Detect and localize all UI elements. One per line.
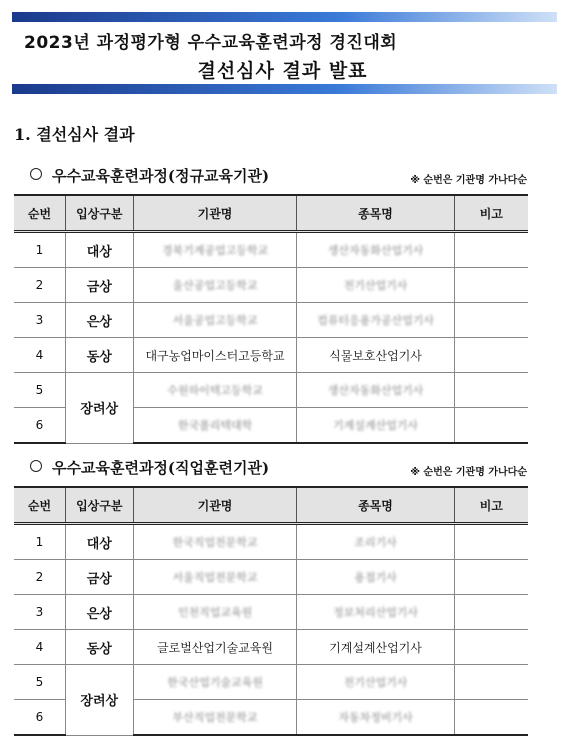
sort-note: ※ 순번은 기관명 가나다순 [410,467,527,478]
cell-no: 2 [14,268,65,303]
table-row [14,338,528,373]
header-institution: 기관명 [133,195,297,232]
cell-course: 용접기사 [297,560,454,595]
section-title: 1. 결선심사 결과 [14,125,135,144]
subsection-label: 우수교육훈련과정(정규교육기관) [52,167,270,185]
table-row [14,303,528,338]
cell-institution: 글로벌산업기술교육원 [133,630,297,665]
header-no: 순번 [14,195,65,232]
table-row [14,232,528,268]
cell-remark [454,560,528,595]
cell-no: 4 [14,338,65,373]
cell-institution: 부산직업전문학교 [133,700,297,736]
table-row [14,630,528,665]
sort-note: ※ 순번은 기관명 가나다순 [410,175,527,186]
cell-institution: 한국폴리텍대학 [133,408,297,444]
table-header-row [14,195,528,232]
cell-no: 1 [14,524,65,560]
cell-course: 생산자동화산업기사 [297,373,454,408]
circle-bullet-icon [30,460,42,472]
cell-course: 식물보호산업기사 [297,338,454,373]
cell-course: 자동차정비기사 [297,700,454,736]
subsection-label: 우수교육훈련과정(직업훈련기관) [52,459,270,477]
cell-institution: 울산공업고등학교 [133,268,297,303]
cell-institution: 경북기계공업고등학교 [133,232,297,268]
cell-institution: 인천직업교육원 [133,595,297,630]
cell-remark [454,303,528,338]
cell-remark [454,232,528,268]
table-row [14,373,528,408]
header-bottom-bar [12,84,557,94]
cell-award: 은상 [65,595,133,630]
cell-institution: 대구농업마이스터고등학교 [133,338,297,373]
cell-no: 4 [14,630,65,665]
cell-award: 장려상 [65,373,133,444]
cell-no: 6 [14,700,65,736]
circle-bullet-icon [30,168,42,180]
subsection-title-vocational [30,457,269,478]
cell-course: 기계설계산업기사 [297,630,454,665]
cell-no: 1 [14,232,65,268]
cell-remark [454,408,528,444]
results-table-vocational [14,486,528,736]
cell-remark [454,373,528,408]
cell-award: 동상 [65,338,133,373]
header-institution: 기관명 [133,487,297,524]
cell-course: 기계설계산업기사 [297,408,454,444]
cell-award: 동상 [65,630,133,665]
cell-no: 3 [14,303,65,338]
cell-no: 5 [14,665,65,700]
header-course: 종목명 [297,487,454,524]
cell-award: 대상 [65,524,133,560]
results-table-regular [14,194,528,444]
cell-institution: 한국산업기술교육원 [133,665,297,700]
cell-no: 5 [14,373,65,408]
header-award: 입상구분 [65,487,133,524]
cell-award: 금상 [65,268,133,303]
table-row [14,524,528,560]
cell-remark [454,524,528,560]
cell-institution: 한국직업전문학교 [133,524,297,560]
cell-course: 전기산업기사 [297,268,454,303]
cell-award: 금상 [65,560,133,595]
header-course: 종목명 [297,195,454,232]
cell-institution: 서울직업전문학교 [133,560,297,595]
cell-award: 대상 [65,232,133,268]
cell-award: 은상 [65,303,133,338]
table-row [14,595,528,630]
cell-course: 생산자동화산업기사 [297,232,454,268]
header-award: 입상구분 [65,195,133,232]
cell-institution: 수원하이텍고등학교 [133,373,297,408]
header-remark: 비고 [454,195,528,232]
header-remark: 비고 [454,487,528,524]
cell-course: 전기산업기사 [297,665,454,700]
table-row [14,665,528,700]
cell-course: 조리기사 [297,524,454,560]
table-header-row [14,487,528,524]
cell-remark [454,338,528,373]
subsection-title-regular [30,165,269,186]
cell-institution: 서울공업고등학교 [133,303,297,338]
page-subtitle: 결선심사 결과 발표 [197,60,368,82]
cell-remark [454,595,528,630]
cell-remark [454,665,528,700]
header-no: 순번 [14,487,65,524]
cell-course: 정보처리산업기사 [297,595,454,630]
cell-award: 장려상 [65,665,133,736]
table-row [14,560,528,595]
cell-no: 6 [14,408,65,444]
cell-course: 컴퓨터응용가공산업기사 [297,303,454,338]
header-top-bar [12,12,557,22]
table-row [14,268,528,303]
page-title: 2023년 과정평가형 우수교육훈련과정 경진대회 [24,33,398,53]
cell-remark [454,268,528,303]
cell-no: 2 [14,560,65,595]
cell-remark [454,630,528,665]
cell-no: 3 [14,595,65,630]
cell-remark [454,700,528,736]
